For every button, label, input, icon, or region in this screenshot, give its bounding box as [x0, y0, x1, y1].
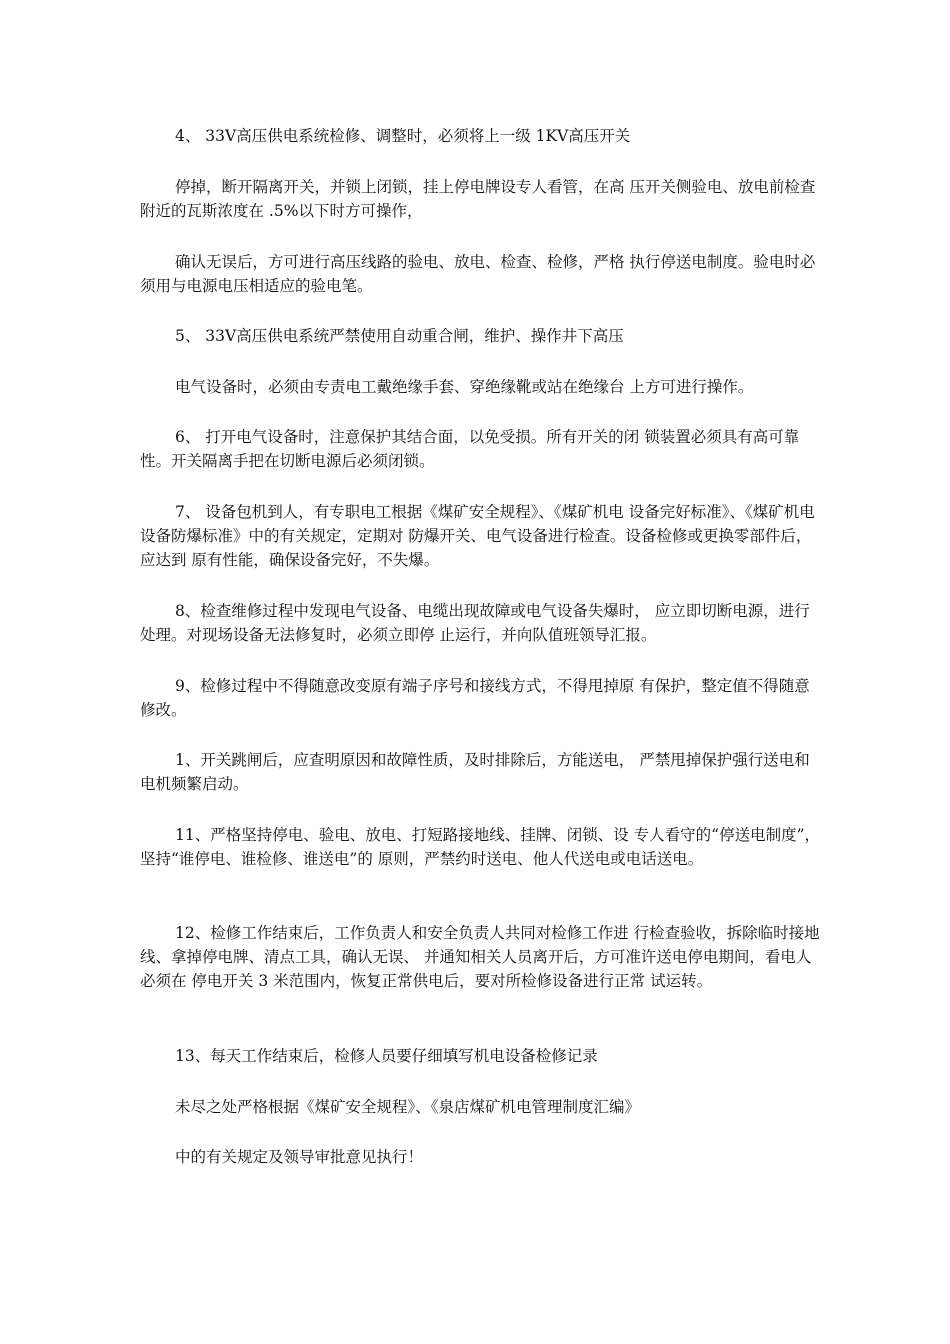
paragraph-closing-1: 未尽之处严格根据《煤矿安全规程》、《泉店煤矿机电管理制度汇编》: [175, 1098, 641, 1116]
paragraph-item-8: 8、检查维修过程中发现电气设备、电缆出现故障或电气设备失爆时， 应立即切断电源，进行处理。对现场设备无法修复时，必须立即停 止运行，并向队值班领导汇报。: [140, 602, 810, 644]
paragraph-confirmation: 确认无误后，方可进行高压线路的验电、放电、检查、检修，严格 执行停送电制度。验电时必须用与电源电压相适应的验电笔。: [140, 253, 816, 295]
paragraph-item-4-continued: 停掉，断开隔离开关，并锁上闭锁，挂上停电牌设专人看管，在高 压开关侧验电、放电前检查附近的瓦斯浓度在 .5%以下时方可操作，: [140, 178, 816, 220]
paragraph-item-7: 7、 设备包机到人，有专职电工根据《煤矿安全规程》、《煤矿机电 设备完好标准》、《煤矿机电设备防爆标准》中的有关规定，定期对 防爆开关、电气设备进行检查。设备检修或更换零部件后，应达到 原有性能，确保设备完好，不失爆。: [140, 503, 815, 569]
paragraph-item-10: 1、开关跳闸后，应查明原因和故障性质，及时排除后，方能送电， 严禁甩掉保护强行送电和电机频繁启动。: [140, 751, 810, 793]
paragraph-item-11: 11、严格坚持停电、验电、放电、打短路接地线、挂牌、闭锁、设 专人看守的“停送电制度”，坚持“谁停电、谁检修、谁送电”的 原则，严禁约时送电、他人代送电或电话送电。: [140, 826, 821, 868]
paragraph-item-6: 6、 打开电气设备时，注意保护其结合面，以免受损。所有开关的闭 锁装置必须具有高可靠性。开关隔离手把在切断电源后必须闭锁。: [140, 428, 800, 470]
paragraph-closing-2: 中的有关规定及领导审批意见执行！: [175, 1148, 424, 1166]
paragraph-item-4: 4、 33V高压供电系统检修、调整时，必须将上一级 1KV高压开关: [175, 127, 631, 145]
paragraph-item-9: 9、检修过程中不得随意改变原有端子序号和接线方式，不得甩掉原 有保护，整定值不得随意修改。: [140, 677, 810, 719]
paragraph-item-13: 13、每天工作结束后，检修人员要仔细填写机电设备检修记录: [175, 1047, 598, 1065]
paragraph-item-12: 12、检修工作结束后，工作负责人和安全负责人共同对检修工作进 行检查验收，拆除临时接地线、拿掉停电牌、清点工具，确认无误、 并通知相关人员离开后，方可准许送电停电期间，看电人必须在 停电开关 3 米范围内，恢复正常供电后，要对所检修设备进行正常 试运转。: [140, 924, 820, 990]
paragraph-item-5-continued: 电气设备时，必须由专责电工戴绝缘手套、穿绝缘靴或站在绝缘台 上方可进行操作。: [175, 378, 754, 396]
paragraph-item-5: 5、 33V高压供电系统严禁使用自动重合闸，维护、操作井下高压: [175, 327, 624, 345]
